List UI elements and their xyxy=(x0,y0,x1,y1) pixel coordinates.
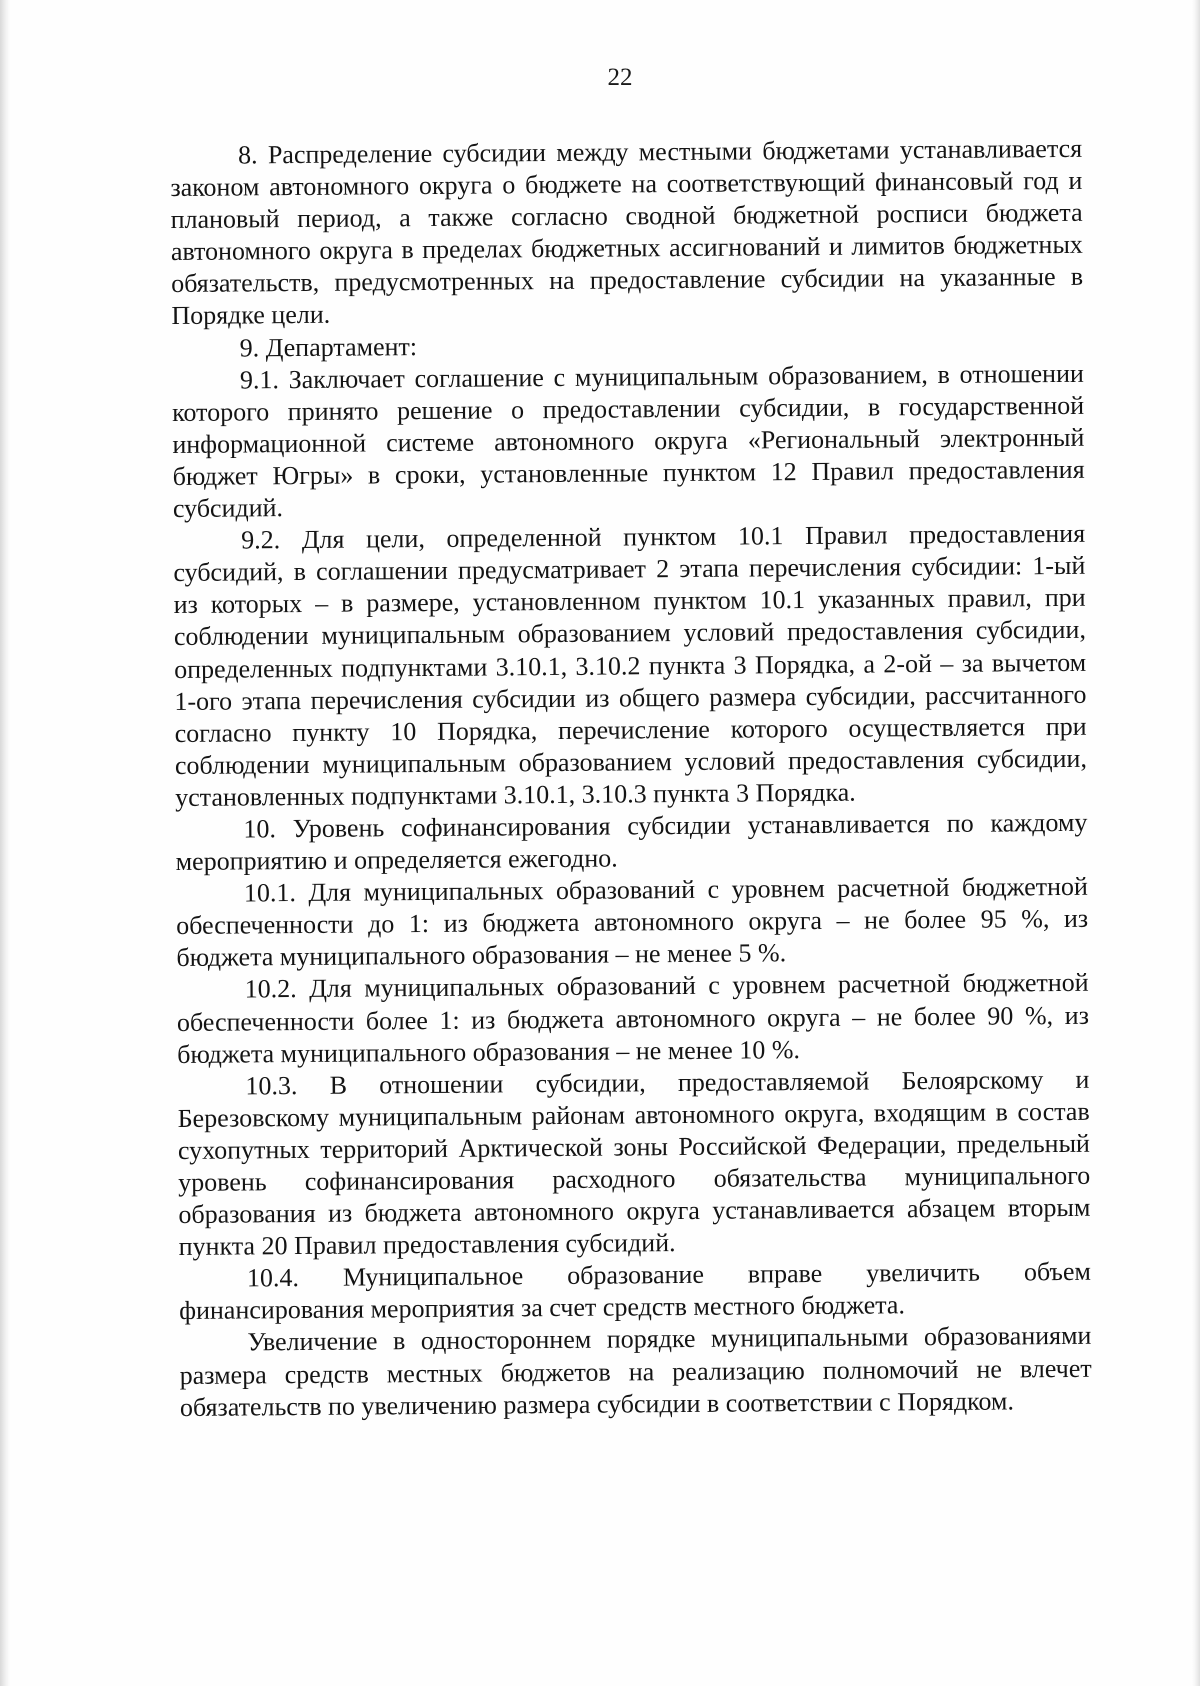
document-body xyxy=(170,133,1092,1424)
paragraph-10-4: 10.4. Муниципальное образование вправе увеличить объем финансирования мероприятия за счет средств местного бюджета. xyxy=(179,1257,1092,1326)
paragraph-9-1: 9.1. Заключает соглашение с муниципальным образованием, в отношении которого принято решение о предоставлении субсидии, в государственной информационной системе автономного округа «Региональный электронный бюджет Югры» в сроки, установленные пунктом 12 Правил предоставления субсидий. xyxy=(172,358,1085,524)
scan-edge-left xyxy=(0,0,10,1686)
paragraph-8: 8. Распределение субсидии между местными бюджетами устанавливается законом автономного округа о бюджете на соответствующий финансовый год и плановый период, а также согласно сводной бюджетной росписи бюджета автономного округа в пределах бюджетных ассигнований и лимитов бюджетных обязательств, предусмотренных на предоставление субсидии на указанные в Порядке цели. xyxy=(170,133,1084,331)
paragraph-10-4-continued: Увеличение в одностороннем порядке муниципальными образованиями размера средств местных бюджетов на реализацию полномочий не влечет обязательств по увеличению размера субсидии в соответствии с Порядком. xyxy=(179,1321,1092,1422)
paragraph-9-2: 9.2. Для цели, определенной пунктом 10.1 Правил предоставления субсидий, в соглашении предусматривает 2 этапа перечисления субсидии: 1-ый из которых – в размере, установленном пунктом 10.1 указанных правил, при соблюдении муниципальным образованием условий предоставления субсидии, определенных подпунктами 3.10.1, 3.10.2 пункта 3 Порядка, а 2-ой – за вычетом 1-ого этапа перечисления субсидии из общего размера субсидии, рассчитанного согласно пункту 10 Порядка, перечисление которого осуществляется при соблюдении муниципальным образованием условий предоставления субсидии, установленных подпунктами 3.10.1, 3.10.3 пункта 3 Порядка. xyxy=(173,518,1087,812)
paragraph-10-3: 10.3. В отношении субсидии, предоставляемой Белоярскому и Березовскому муниципальным районам автономного округа, входящим в состав сухопутных территорий Арктической зоны Российской Федерации, предельный уровень софинансирования расходного обязательства муниципального образования из бюджета автономного округа устанавливается абзацем вторым пункта 20 Правил предоставления субсидий. xyxy=(177,1064,1091,1262)
paragraph-10: 10. Уровень софинансирования субсидии устанавливается по каждому мероприятию и определяется ежегодно. xyxy=(175,807,1088,877)
page-number: 22 xyxy=(607,64,633,91)
paragraph-10-2: 10.2. Для муниципальных образований с уровнем расчетной бюджетной обеспеченности более 1: из бюджета автономного округа – не более 90 %, из бюджета муниципального образования – не менее 10 %. xyxy=(176,968,1090,1069)
scan-edge-right xyxy=(1192,0,1200,1686)
paragraph-10-1: 10.1. Для муниципальных образований с уровнем расчетной бюджетной обеспеченности до 1: из бюджета автономного округа – не более 95 %, из бюджета муниципального образования – не менее 5 %. xyxy=(176,871,1089,973)
paragraph-9: 9. Департамент: xyxy=(239,331,418,363)
